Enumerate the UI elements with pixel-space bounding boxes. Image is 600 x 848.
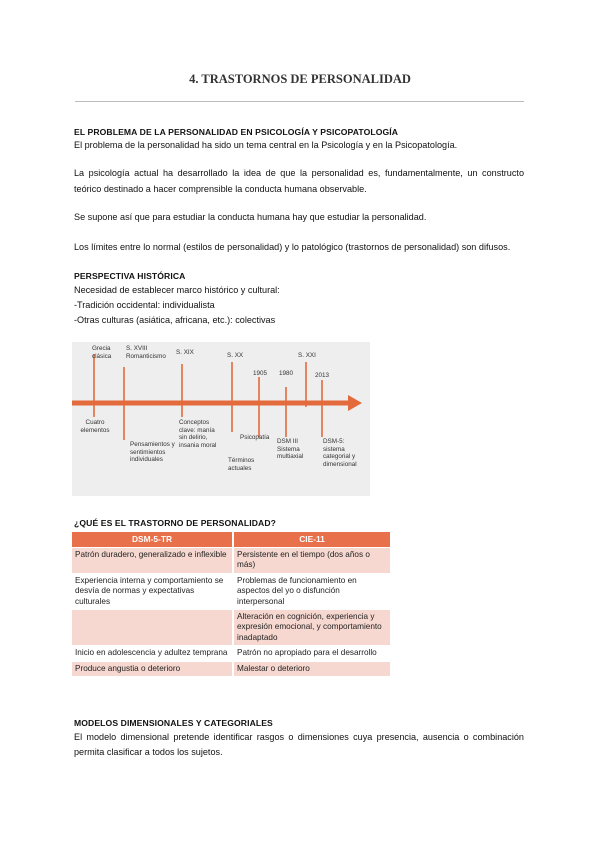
- timeline-label: DSM-5: sistema categorial y dimensional: [323, 438, 357, 468]
- timeline-arrow-head: [348, 395, 362, 411]
- timeline-label: Cuatro elementos: [80, 419, 110, 434]
- timeline-label: S. XVIII Romanticismo: [126, 345, 166, 360]
- paragraph: La psicología actual ha desarrollado la idea de que la personalidad es, fundamentalmente, un constructo teórico destinado a hacer comprensible la conducta humana observable.: [74, 168, 524, 194]
- text-line: -Tradición occidental: individualista: [74, 300, 215, 310]
- table-header-row: [72, 532, 390, 548]
- table-cell: [72, 610, 233, 646]
- timeline-label: S. XXI: [298, 352, 316, 359]
- timeline-label: Conceptos clave: manía sin delirio, insania moral: [179, 419, 217, 449]
- timeline-label: DSM III Sistema multiaxial: [277, 438, 304, 461]
- table-row: [72, 646, 390, 661]
- text-line: -Otras culturas (asiática, africana, etc.): colectivas: [74, 315, 276, 325]
- page-title: 4. TRASTORNOS DE PERSONALIDAD: [189, 72, 411, 86]
- paragraph: El problema de la personalidad ha sido un tema central en la Psicología y en la Psicopatología.: [74, 140, 458, 150]
- timeline-label: 1905: [253, 370, 268, 377]
- column-header-dsm: DSM-5-TR: [72, 532, 233, 548]
- paragraph: Los límites entre lo normal (estilos de personalidad) y lo patológico (trastornos de personalidad) son difusos.: [74, 242, 511, 252]
- timeline-label: S. XIX: [176, 349, 194, 356]
- timeline-graphic: [72, 342, 370, 496]
- table-cell: Patrón no apropiado para el desarrollo: [233, 646, 390, 661]
- paragraph: Se supone así que para estudiar la conducta humana hay que estudiar la personalidad.: [74, 212, 427, 222]
- timeline-diagram: [72, 342, 370, 496]
- column-header-cie: CIE-11: [233, 532, 390, 548]
- table-cell: Inicio en adolescencia y adultez temprana: [72, 646, 233, 661]
- table-cell: Produce angustia o deterioro: [72, 661, 233, 676]
- table-row: [72, 573, 390, 609]
- timeline-label: Grecia clásica: [92, 345, 112, 360]
- table-cell: Problemas de funcionamiento en aspectos del yo o disfunción interpersonal: [233, 573, 390, 609]
- timeline-label: 1980: [279, 370, 294, 377]
- text-line: Necesidad de establecer marco histórico y cultural:: [74, 285, 280, 295]
- table-cell: Alteración en cognición, experiencia y expresión emocional, y comportamiento inadaptado: [233, 610, 390, 646]
- section-heading-trastorno: ¿QUÉ ES EL TRASTORNO DE PERSONALIDAD?: [74, 518, 277, 528]
- section-heading-modelos: MODELOS DIMENSIONALES Y CATEGORIALES: [74, 718, 273, 728]
- table-cell: Patrón duradero, generalizado e inflexible: [72, 548, 233, 574]
- timeline-label: Pensamientos y sentimientos individuales: [130, 441, 175, 464]
- table-cell: Experiencia interna y comportamiento se desvía de normas y expectativas culturales: [72, 573, 233, 609]
- table-row: [72, 548, 390, 574]
- paragraph: El modelo dimensional pretende identificar rasgos o dimensiones cuya presencia, ausencia o combinación permita clasificar a todos los sujetos.: [74, 732, 524, 757]
- timeline-label: Psicopatía: [240, 434, 270, 441]
- table-cell: Malestar o deterioro: [233, 661, 390, 676]
- section-heading-historica: PERSPECTIVA HISTÓRICA: [74, 271, 186, 281]
- title-divider: [75, 101, 524, 102]
- table-cell: Persistente en el tiempo (dos años o más): [233, 548, 390, 574]
- comparison-table: [72, 532, 390, 676]
- section-heading-problema: EL PROBLEMA DE LA PERSONALIDAD EN PSICOLOGÍA Y PSICOPATOLOGÍA: [74, 127, 399, 137]
- table-row: [72, 661, 390, 676]
- timeline-label: Términos actuales: [228, 457, 255, 472]
- timeline-label: S. XX: [227, 352, 244, 359]
- timeline-label: 2013: [315, 372, 330, 379]
- table-row: [72, 610, 390, 646]
